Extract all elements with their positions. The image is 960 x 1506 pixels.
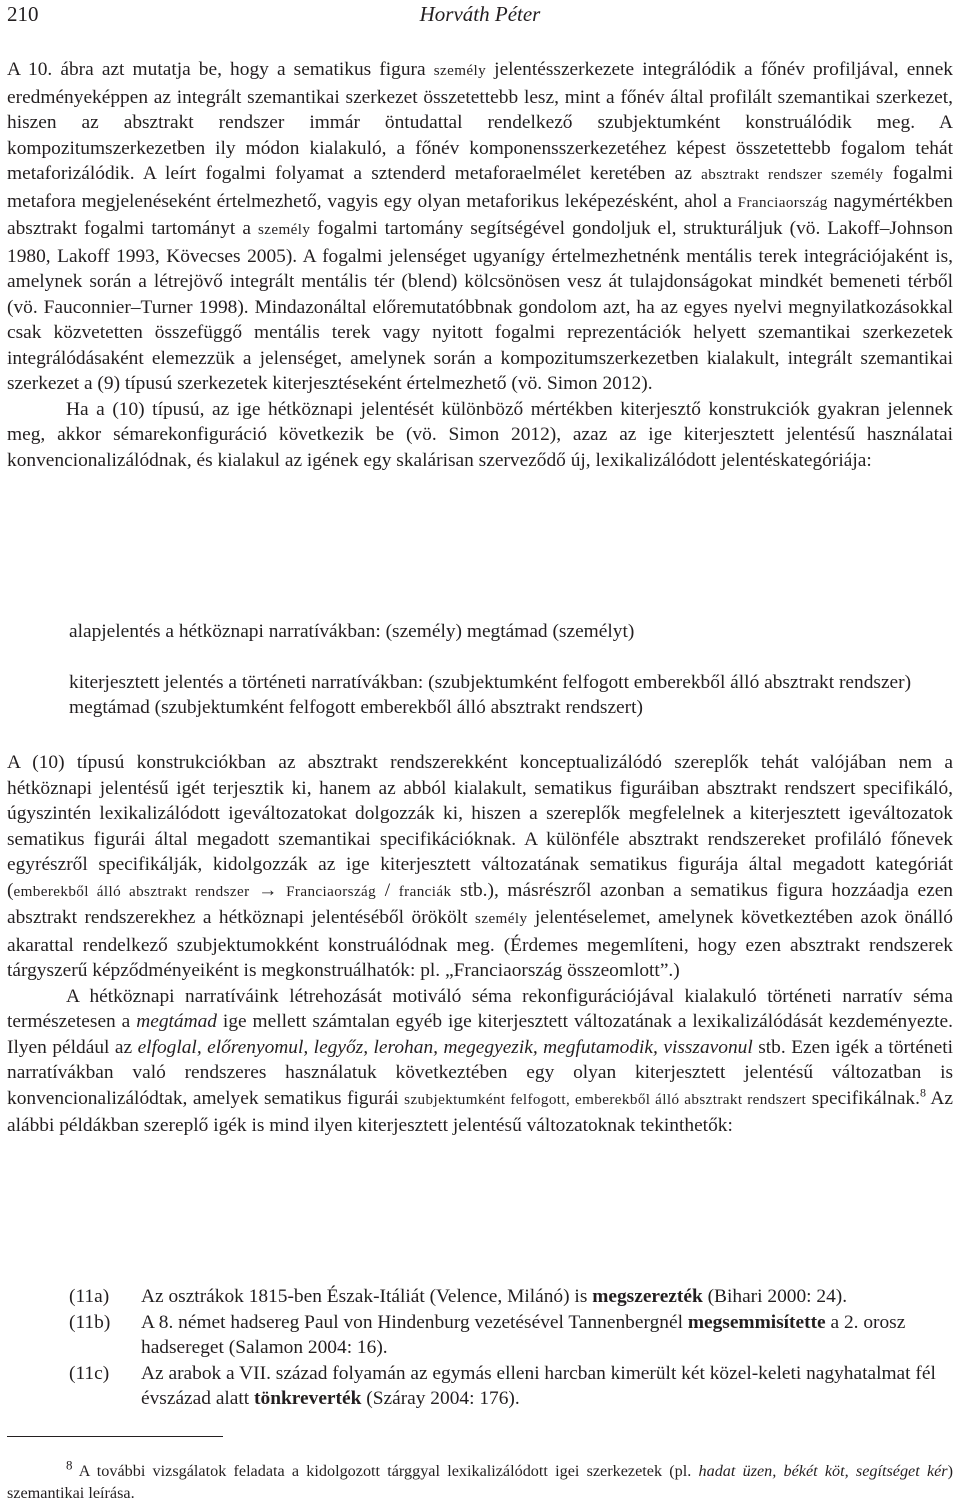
paragraph-4: A hétköznapi narratíváink létrehozását motiváló séma rekonfigurációjával kialakuló történeti narratív séma természetesen a megtámad ige mellett számtalan egyéb ige kiterjesztett változatának a lexikalizálódását kezdeményezte. Ilyen például az elfoglal, előrenyomul, legyőz, lerohan, megegyezik, megfutamodik, visszavonul stb. Ezen igék a történeti narratívákban való rendszeres használatuk következtében egy olyan kiterjesztett jelentésű változatban is konvencionalizálódtak, amelyek sematikus figurái szubjektumként felfogott, emberekből álló absztrakt rendszert specifikálnak.$^8$ Az alábbi példákban szereplő igék is mind ilyen kiterjesztett jelentésű változatoknak tekinthetők:	[7, 985, 953, 1136]
example-list	[69, 1284, 953, 1412]
footnote: $^8$ A további vizsgálatok feladata a kidolgozott tárggyal lexikalizálódott igei szerkezetek (pl. hadat üzen, békét köt, segítséget kér) szemantikai leírása.	[7, 1457, 954, 1502]
footnote-number: 8	[66, 1457, 73, 1473]
small-caps-term: Franciaország	[737, 194, 828, 211]
italic-term: elfoglal, előrenyomul, legyőz, lerohan, megegyezik, megfutamodik, visszavonul	[137, 1036, 753, 1058]
meaning-list	[69, 619, 953, 721]
italic-term: hadat üzen, békét köt, segítséget kér	[698, 1462, 948, 1480]
small-caps-term: személy	[257, 222, 311, 238]
footnote-reference[interactable]: 8	[919, 1085, 926, 1100]
paragraph-1: A 10. ábra azt mutatja be, hogy a sematikus figura személy jelentésszerkezete integrálódik a főnév profiljával, ennek eredményeképpen az integrált szemantikai szerkezet összetettebb lesz, mint a főnév által profilált szemantikai szerkezet, hiszen az absztrakt rendszer immár öntudattal rendelkező szubjektumként konstruálódik meg. A kompozitumszerkezetben ily módon kialakuló, a főnév komponensszerkezetéhez képest összetettebb fogalom tehát metaforizálódik. A leírt fogalmi folyamat a sztenderd metaforaelmélet keretében az absztrakt rendszer személy fogalmi metafora megjelenéseként értelmezhető, vagyis egy olyan metaforikus leképezésként, ahol a Franciaország nagymértékben absztrakt fogalmi tartományt a személy fogalmi tartomány segítségével gondoljuk el, strukturáljuk (vö. Lakoff–Johnson 1980, Lakoff 1993, Kövecses 2005). A fogalmi jelenséget ugyanígy értelmezhetnénk mentális terek integrációjaként is, amelynek során a létrejövő integrált mentális tér (blend) kölcsönösen vesz át tulajdonságokat mindkét bemeneti térből (vö. Fauconnier–Turner 1998). Mindazonáltal előremutatóbbnak gondolom azt, ha az egyes nyelvi megnyilatkozásokkal csak közvetetten összefüggő mentális terek vagy nyitott fogalmi reprezentációk helyett szemantikai szerkezetek integrálódásaként elemezzük a jelenséget, amelynek során a kompozitumszerkezetben kialakult, integrált szemantikai szerkezet a (9) típusú szerkezetek kiterjesztéseként értelmezhető (vö. Simon 2012).	[7, 59, 954, 394]
small-caps-term: Franciaország	[286, 883, 377, 900]
example-label: (11b)	[69, 1311, 111, 1333]
basic-meaning: alapjelentés a hétköznapi narratívákban: (személy) megtámad (személyt)	[69, 621, 635, 642]
page-number: 210	[7, 2, 39, 26]
example-item: (11c) Az arabok a VII. század folyamán az egymás elleni harcban kimerült két közel-keleti nagyhatalmat fél évszázad alatt tönkreverték (Száray 2004: 176).	[69, 1362, 936, 1409]
small-caps-term: franciák	[398, 883, 452, 900]
example-verb: megszerezték	[592, 1286, 703, 1307]
example-verb: megsemmisítette	[687, 1311, 826, 1333]
body-text-upper	[7, 57, 953, 473]
page-header	[7, 2, 953, 32]
footnote-separator	[7, 1436, 223, 1437]
example-item: (11a) Az osztrákok 1815-ben Észak-Itáliát (Velence, Milánó) is megszerezték (Bihari 2000: 24).	[69, 1284, 953, 1310]
small-caps-term: emberekből álló absztrakt rendszer	[13, 883, 250, 900]
example-verb: tönkreverték	[254, 1388, 362, 1409]
running-head: Horváth Péter	[419, 2, 541, 26]
example-label: (11a)	[69, 1286, 110, 1307]
small-caps-term: szubjektumként felfogott, emberekből álló absztrakt rendszert	[404, 1091, 807, 1108]
example-item: (11b) A 8. német hadsereg Paul von Hindenburg vezetésével Tannenbergnél megsemmisítette a 2. orosz hadsereget (Salamon 2004: 16).	[69, 1311, 906, 1358]
small-caps-term: személy	[475, 911, 528, 927]
example-label: (11c)	[69, 1362, 110, 1384]
small-caps-term: absztrakt rendszer személy	[701, 167, 884, 183]
paragraph-3: A (10) típusú konstrukciókban az absztrakt rendszerekként konceptualizálódó szereplők tehát valójában nem a hétköznapi jelentésű igét terjesztik ki, hanem az abból kialakult, sematikus figuráiban absztrakt rendszert specifikáló, úgyszintén lexikalizálódott igeváltozatokat dolgozzák ki, hiszen a szereplők megfelelnek a kiterjesztett igeváltozatok sematikus figurái által megadott szemantikai specifikációknak. A különféle absztrakt rendszereket profiláló főnevek egyrészről specifikálják, kidolgozzák az ige kiterjesztett változatának sematikus figurája által megadott kategóriát (emberekből álló absztrakt rendszer → Franciaország / franciák stb.), másrészről azonban a sematikus figura hozzáadja ezen absztrakt rendszerekhez a hétköznapi jelentéséből örökölt személy jelentéselemet, amelynek következtében azok önálló akarattal rendelkező szubjektumokként konstruálódnak meg. (Érdemes megemlíteni, hogy ezen absztrakt rendszerek tárgyszerű képződményeiként is megkonstruálhatók: pl. „Franciaország összeomlott”.)	[7, 752, 953, 981]
extended-meaning: kiterjesztett jelentés a történeti narratívákban: (szubjektumként felfogott emberekből álló absztrakt rendszer) megtámad (szubjektumként felfogott emberekből álló absztrakt rendszert)	[69, 671, 912, 718]
body-text-lower	[7, 750, 953, 1139]
small-caps-term: személy	[433, 63, 487, 79]
paragraph-2: Ha a (10) típusú, az ige hétköznapi jelentését különböző mértékben kiterjesztő konstrukciók gyakran jelennek meg, akkor sémarekonfiguráció következik be (vö. Simon 2012), azaz az ige kiterjesztett jelentésű használatai konvencionalizálódnak, és kialakul az igének egy skalárisan szerveződő új, lexikalizálódott jelentéskategóriája:	[7, 398, 953, 471]
italic-term: megtámad	[136, 1011, 217, 1032]
